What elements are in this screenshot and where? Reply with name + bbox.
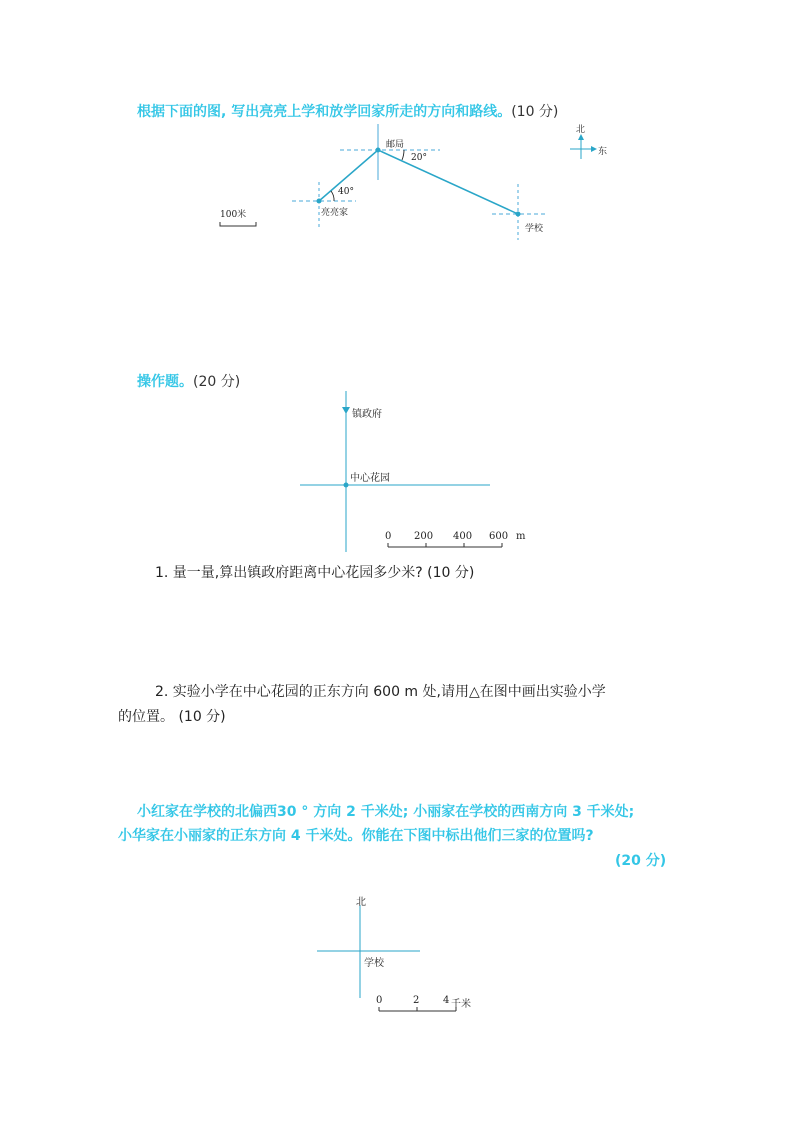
q1-title-text: 根据下面的图, 写出亮亮上学和放学回家所走的方向和路线。 — [137, 104, 512, 120]
q2-points: (20 分) — [193, 374, 241, 390]
q1-angle-post-label: 20° — [411, 153, 427, 163]
q2-scale-label-0: 0 — [385, 531, 392, 542]
q2-title-text: 操作题。 — [137, 374, 193, 390]
q2-sub2-line2: 的位置。 (10 分) — [118, 709, 226, 725]
q2-scale-label-2: 400 — [453, 531, 473, 542]
q1-points: (10 分) — [511, 104, 559, 120]
q3-scale-label-1: 2 — [413, 995, 420, 1006]
q2-scale-label-3: 600 — [489, 531, 509, 542]
q3-north-label: 北 — [356, 897, 366, 908]
q1-angle-home-label: 40° — [338, 187, 354, 197]
q1-scale-label: 100米 — [220, 210, 247, 220]
q2-town-hall-label: 镇政府 — [352, 409, 382, 420]
q2-sub2-line1: 2. 实验小学在中心花园的正东方向 600 m 处,请用△在图中画出实验小学 — [155, 684, 606, 700]
q1-compass-east-label: 东 — [598, 147, 608, 157]
q2-scale-unit: m — [516, 531, 526, 542]
q3-scale-unit: 千米 — [451, 999, 471, 1010]
q1-home-label: 亮亮家 — [321, 208, 349, 218]
q2-park-label: 中心花园 — [350, 473, 390, 484]
q2-sub1: 1. 量一量,算出镇政府距离中心花园多少米? (10 分) — [155, 565, 475, 581]
q3-scale-label-2: 4 — [443, 995, 450, 1006]
q3-line2: 小华家在小丽家的正东方向 4 千米处。你能在下图中标出他们三家的位置吗? — [118, 828, 594, 844]
q1-compass-north-label: 北 — [576, 125, 586, 135]
q1-school-label: 学校 — [525, 224, 544, 234]
q3-points: (20 分) — [615, 853, 667, 869]
q3-line1: 小红家在学校的北偏西30 ° 方向 2 千米处; 小丽家在学校的西南方向 3 千米处; — [137, 804, 635, 820]
q1-post-office-label: 邮局 — [386, 140, 405, 150]
q2-scale-label-1: 200 — [414, 531, 434, 542]
q3-school-label: 学校 — [364, 958, 384, 969]
q3-scale-label-0: 0 — [376, 995, 383, 1006]
